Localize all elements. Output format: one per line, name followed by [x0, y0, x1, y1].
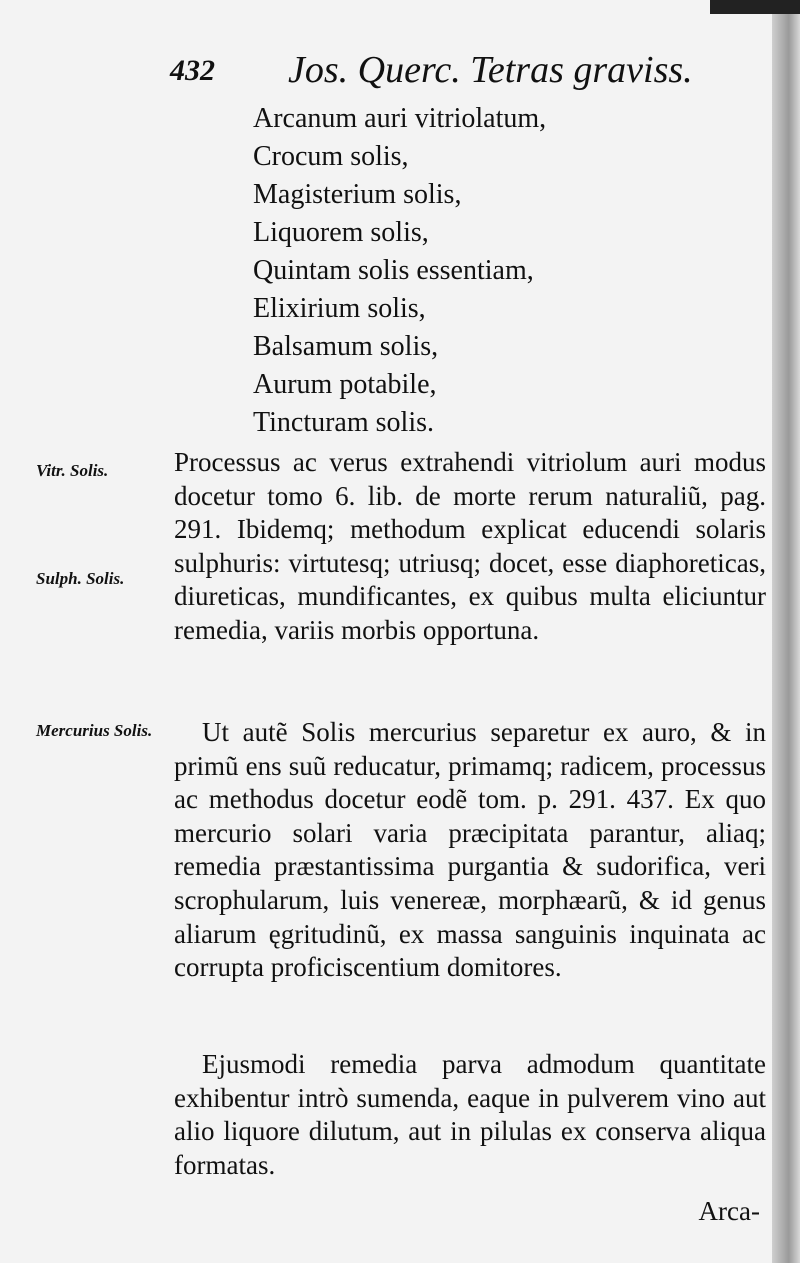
- list-item: Elixirium solis,: [253, 293, 426, 324]
- margin-note-sulph-solis: Sulph. Solis.: [36, 569, 125, 588]
- page-edge-shadow: [772, 0, 800, 1263]
- list-item: Arcanum auri vitriolatum,: [253, 103, 547, 134]
- list-item: Aurum potabile,: [253, 369, 437, 400]
- list-item: Crocum solis,: [253, 141, 409, 172]
- margin-note-vitr-solis: Vitr. Solis.: [36, 461, 109, 480]
- catchword: Arca-: [698, 1196, 760, 1226]
- list-item: Liquorem solis,: [253, 217, 429, 248]
- page-header: [170, 48, 770, 98]
- page-number: 432: [170, 54, 215, 87]
- list-item: Tincturam solis.: [253, 407, 434, 438]
- page-corner-shadow: [710, 0, 800, 14]
- list-item: Balsamum solis,: [253, 331, 439, 362]
- margin-note-mercurius-solis: Mercurius Solis.: [36, 721, 153, 740]
- list-item: Magisterium solis,: [253, 179, 462, 210]
- paragraph-remedies: Ejusmodi remedia parva admodum quantitate exhibentur intrò sumenda, eaque in pulverem vino aut alio liquore dilutum, aut in pilulas ex conserva aliqua formatas.: [174, 1049, 766, 1180]
- running-title: Jos. Querc. Tetras graviss.: [288, 49, 693, 91]
- paragraph-mercury: Ut autẽ Solis mercurius separetur ex auro, & in primũ ens suũ reducatur, primamq; radicem, processus ac methodus docetur eodẽ tom. p. 291. 437. Ex quo mercurio solari varia præcipitata parantur, aliaq; remedia præstantissima purgantia & sudorifica, veri scrophularum, luis venereæ, morphæarũ, & id genus aliarum ęgritudinũ, ex massa sanguinis inquinata ac corrupta proficiscentium domitores.: [174, 717, 766, 983]
- list-item: Quintam solis essentiam,: [253, 255, 534, 286]
- paragraph-vitriol: Processus ac verus extrahendi vitriolum auri modus docetur tomo 6. lib. de morte rerum naturaliũ, pag. 291. Ibidemq; methodum explicat educendi solaris sulphuris: virtutesq; utriusq; docet, esse diaphoreticas, diureticas, mundificantes, ex quibus multa eliciuntur remedia, variis morbis opportuna.: [174, 447, 766, 645]
- remedy-list: [253, 100, 546, 442]
